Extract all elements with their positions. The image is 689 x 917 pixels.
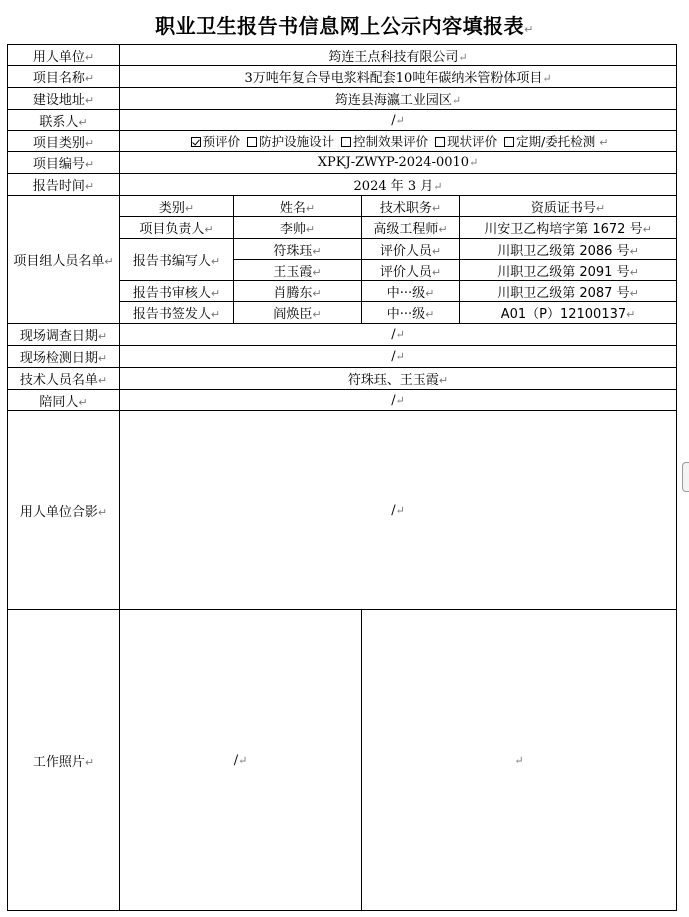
report-time-value[interactable]: 2024 年 3 月↵ — [120, 174, 677, 196]
paragraph-mark-icon: ↵ — [312, 265, 322, 279]
paragraph-mark-icon: ↵ — [431, 201, 442, 215]
option-status-evaluation[interactable] — [432, 134, 497, 149]
paragraph-mark-icon: ↵ — [84, 72, 95, 85]
row-work-photos — [8, 610, 677, 911]
row-escort — [8, 390, 677, 411]
paragraph-mark-icon: ↵ — [431, 265, 442, 279]
team-cert[interactable]: A01（P）12100137↵ — [460, 302, 677, 324]
paragraph-mark-icon: ↵ — [395, 350, 405, 363]
paragraph-mark-icon: ↵ — [84, 136, 95, 150]
paragraph-mark-icon: ↵ — [629, 244, 639, 258]
survey-date-label: 现场调查日期↵ — [8, 324, 120, 346]
paragraph-mark-icon: ↵ — [458, 50, 468, 64]
contact-value[interactable]: /↵ — [120, 110, 677, 131]
checkbox-icon[interactable] — [341, 137, 351, 147]
paragraph-mark-icon: ↵ — [595, 201, 606, 215]
row-report-time — [8, 174, 677, 196]
project-no-value[interactable]: XPKJ-ZWYP-2024-0010↵ — [120, 152, 677, 174]
team-title[interactable]: 高级工程师↵ — [362, 217, 460, 239]
team-cert[interactable]: 川职卫乙级第 2091 号↵ — [460, 260, 677, 281]
page-title: 职业卫生报告书信息网上公示内容填报表↵ — [155, 14, 534, 38]
paragraph-mark-icon: ↵ — [312, 244, 322, 258]
team-name[interactable]: 李帅↵ — [234, 217, 362, 239]
paragraph-mark-icon: ↵ — [78, 395, 88, 409]
paragraph-mark-icon: ↵ — [469, 156, 479, 169]
paragraph-mark-icon: ↵ — [642, 223, 652, 236]
team-cert[interactable]: 川职卫乙级第 2087 号↵ — [460, 281, 677, 302]
row-project-type — [8, 131, 677, 152]
sidebar-collapse-handle[interactable] — [682, 462, 689, 492]
row-project-no — [8, 152, 677, 174]
paragraph-mark-icon: ↵ — [184, 201, 195, 215]
paragraph-mark-icon: ↵ — [97, 330, 108, 343]
team-header-category: 类别↵ — [120, 196, 234, 217]
employer-label: 用人单位↵ — [8, 45, 120, 66]
row-employer — [8, 45, 677, 66]
paragraph-mark-icon: ↵ — [425, 286, 435, 300]
paragraph-mark-icon: ↵ — [97, 374, 108, 387]
paragraph-mark-icon: ↵ — [84, 755, 95, 769]
row-survey-date — [8, 324, 677, 346]
row-address — [8, 88, 677, 110]
work-photo-right[interactable] — [362, 610, 677, 911]
team-name[interactable]: 肖腾东↵ — [234, 281, 362, 302]
project-no-label: 项目编号↵ — [8, 152, 120, 174]
project-type-label: 项目类别↵ — [8, 131, 120, 152]
paragraph-mark-icon: ↵ — [629, 286, 639, 300]
team-name[interactable]: 符珠珏↵ — [234, 239, 362, 260]
paragraph-mark-icon: ↵ — [312, 308, 322, 321]
option-label: 控制效果评价 — [353, 134, 429, 149]
team-title[interactable]: 中···级↵ — [362, 281, 460, 302]
contact-label: 联系人↵ — [8, 110, 120, 131]
report-time-label: 报告时间↵ — [8, 174, 120, 196]
work-photo-left[interactable]: /↵ — [120, 610, 362, 911]
paragraph-mark-icon: ↵ — [84, 94, 95, 107]
option-label: 防护设施设计 — [259, 134, 335, 149]
team-label: 项目组人员名单↵ — [8, 196, 120, 324]
checkbox-icon[interactable] — [504, 137, 514, 147]
survey-date-value[interactable]: /↵ — [120, 324, 677, 346]
escort-label: 陪同人↵ — [8, 390, 120, 411]
option-label: 预评价 — [202, 134, 241, 149]
checkbox-checked-icon[interactable] — [191, 137, 201, 147]
project-name-label: 项目名称↵ — [8, 66, 120, 88]
paragraph-mark-icon: ↵ — [542, 72, 552, 85]
paragraph-mark-icon: ↵ — [305, 201, 316, 215]
paragraph-mark-icon: ↵ — [395, 393, 405, 407]
paragraph-mark-icon: ↵ — [78, 115, 88, 129]
paragraph-mark-icon: ↵ — [210, 286, 221, 300]
paragraph-mark-icon: ↵ — [210, 255, 221, 268]
paragraph-mark-icon: ↵ — [97, 352, 108, 365]
paragraph-mark-icon: ↵ — [104, 255, 114, 268]
tech-staff-label: 技术人员名单↵ — [8, 368, 120, 390]
paragraph-mark-icon: ↵ — [629, 265, 639, 279]
team-cert[interactable]: 川职卫乙级第 2086 号↵ — [460, 239, 677, 260]
paragraph-mark-icon: ↵ — [395, 328, 405, 341]
row-tech-staff — [8, 368, 677, 390]
team-header-name: 姓名↵ — [234, 196, 362, 217]
team-category: 报告书审核人↵ — [120, 281, 234, 302]
paragraph-mark-icon: ↵ — [238, 753, 248, 767]
test-date-value[interactable]: /↵ — [120, 346, 677, 368]
paragraph-mark-icon: ↵ — [433, 180, 443, 193]
option-protection-design[interactable] — [244, 134, 334, 149]
team-header-cert: 资质证书号↵ — [460, 196, 677, 217]
test-date-label: 现场检测日期↵ — [8, 346, 120, 368]
paragraph-mark-icon: ↵ — [305, 223, 316, 236]
escort-value[interactable]: /↵ — [120, 390, 677, 411]
option-pre-evaluation[interactable] — [188, 134, 241, 149]
paragraph-mark-icon: ↵ — [514, 753, 524, 767]
paragraph-mark-icon: ↵ — [84, 158, 95, 171]
team-category: 报告书签发人↵ — [120, 302, 234, 324]
address-label: 建设地址↵ — [8, 88, 120, 110]
team-category: 项目负责人↵ — [120, 217, 234, 239]
paragraph-mark-icon: ↵ — [438, 374, 449, 387]
paragraph-mark-icon: ↵ — [438, 223, 448, 236]
option-label: 现状评价 — [447, 134, 498, 149]
team-cert[interactable]: 川安卫乙构培字第 1672 号↵ — [460, 217, 677, 239]
group-photo-area[interactable]: /↵ — [120, 411, 677, 610]
team-title[interactable]: 评价人员↵ — [362, 260, 460, 281]
paragraph-mark-icon: ↵ — [84, 50, 95, 64]
team-category: 报告书编写人↵ — [120, 239, 234, 281]
tech-staff-value[interactable]: 符珠珏、王玉霞↵ — [120, 368, 677, 390]
team-title[interactable]: 中···级↵ — [362, 302, 460, 324]
checkbox-icon[interactable] — [247, 137, 257, 147]
work-photos-label: 工作照片↵ — [8, 610, 120, 911]
checkbox-icon[interactable] — [435, 137, 445, 147]
project-type-options — [120, 131, 677, 152]
paragraph-mark-icon: ↵ — [524, 23, 534, 36]
group-photo-label: 用人单位合影↵ — [8, 411, 120, 610]
team-title[interactable]: 评价人员↵ — [362, 239, 460, 260]
paragraph-mark-icon: ↵ — [395, 503, 405, 517]
row-contact — [8, 110, 677, 131]
row-project-name — [8, 66, 677, 88]
address-value[interactable]: 筠连县海瀛工业园区↵ — [120, 88, 677, 110]
employer-value[interactable]: 筠连王点科技有限公司↵ — [120, 45, 677, 66]
disclosure-form-table — [7, 44, 677, 911]
team-header-title: 技术职务↵ — [362, 196, 460, 217]
paragraph-mark-icon: ↵ — [97, 505, 108, 519]
row-group-photo — [8, 411, 677, 610]
paragraph-mark-icon: ↵ — [204, 223, 214, 236]
option-label: 定期/委托检测 — [516, 134, 596, 149]
paragraph-mark-icon: ↵ — [312, 286, 322, 300]
paragraph-mark-icon: ↵ — [431, 244, 442, 258]
paragraph-mark-icon: ↵ — [626, 308, 636, 321]
team-name[interactable]: 王玉霞↵ — [234, 260, 362, 281]
option-control-effect[interactable] — [338, 134, 428, 149]
project-name-value[interactable]: 3万吨年复合导电浆料配套10吨年碳纳米管粉体项目↵ — [120, 66, 677, 88]
option-periodic-testing[interactable] — [501, 134, 595, 149]
paragraph-mark-icon: ↵ — [425, 308, 435, 321]
paragraph-mark-icon: ↵ — [210, 308, 221, 321]
paragraph-mark-icon: ↵ — [84, 180, 95, 193]
paragraph-mark-icon: ↵ — [395, 113, 405, 127]
team-header-row — [8, 196, 677, 217]
team-name[interactable]: 阎焕臣↵ — [234, 302, 362, 324]
paragraph-mark-icon: ↵ — [599, 136, 609, 149]
row-test-date — [8, 346, 677, 368]
paragraph-mark-icon: ↵ — [451, 94, 462, 107]
